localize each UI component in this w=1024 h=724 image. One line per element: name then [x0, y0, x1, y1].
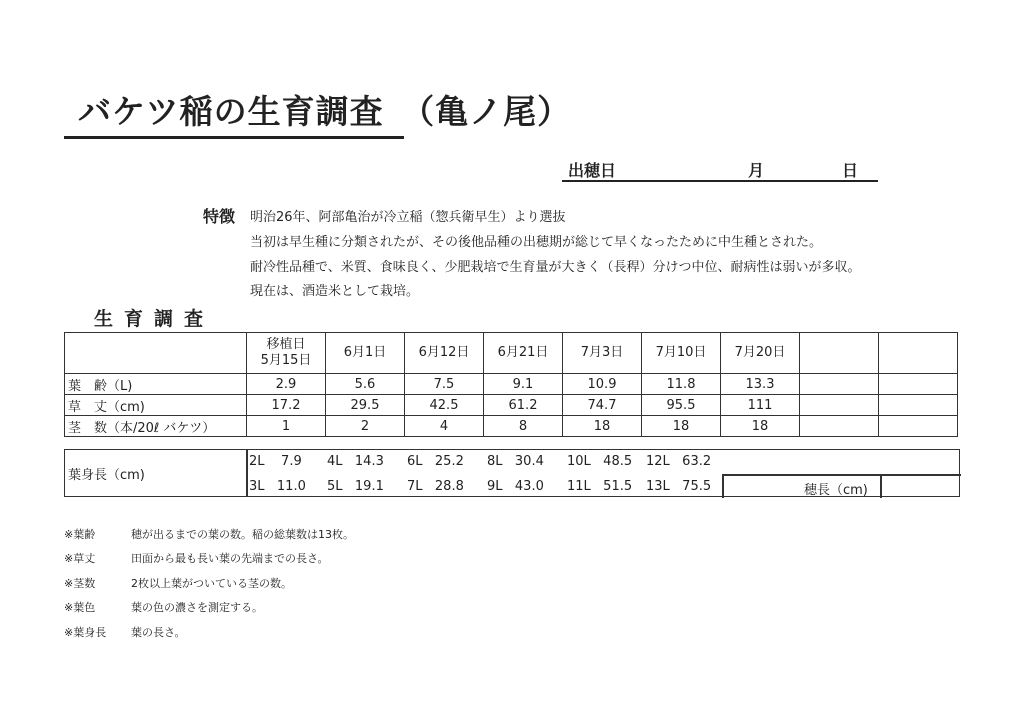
header-cell-transplant: 移植日 5月15日: [247, 333, 326, 374]
table-cell: 61.2: [484, 395, 563, 416]
leaf-value: 2L 7.9: [249, 454, 302, 469]
table-cell: 2.9: [247, 374, 326, 395]
leaf-value: 9L 43.0: [487, 479, 544, 494]
table-cell: 11.8: [642, 374, 721, 395]
table-cell: 7.5: [405, 374, 484, 395]
growth-table: [64, 332, 958, 437]
divider: [722, 474, 724, 498]
leaf-value: 4L 14.3: [327, 454, 384, 469]
table-cell: 18: [642, 416, 721, 437]
feature-line: 耐冷性品種で、米質、食味良く、少肥栽培で生育量が大きく（長稈）分けつ中位、耐病性は弱いが多収。: [250, 260, 861, 275]
note-text: 穂が出るまでの葉の数。稲の総葉数は13枚。: [131, 528, 354, 541]
table-cell: [879, 374, 958, 395]
heading-day-label: 日: [842, 161, 859, 180]
leaf-value: 13L 75.5: [646, 479, 712, 494]
note-text: 田面から最も長い葉の先端までの長さ。: [131, 552, 329, 565]
header-cell: 6月21日: [484, 333, 563, 374]
table-cell: [800, 416, 879, 437]
table-row: [65, 416, 958, 437]
feature-line: 現在は、酒造米として栽培。: [250, 284, 420, 299]
table-cell: 29.5: [326, 395, 405, 416]
table-cell: 10.9: [563, 374, 642, 395]
heading-date-underline: [562, 180, 878, 182]
table-cell: [879, 416, 958, 437]
feature-line: 明治26年、阿部亀治が冷立稲（惣兵衛早生）より選抜: [250, 210, 566, 225]
leaf-value: 11L 51.5: [567, 479, 633, 494]
ear-length-label: 穂長（cm): [804, 483, 868, 498]
row-label: 茎 数（本/20ℓ バケツ）: [65, 416, 247, 437]
leaf-value: 10L 48.5: [567, 454, 633, 469]
table-cell: 9.1: [484, 374, 563, 395]
note-key: ※茎数: [64, 577, 96, 590]
note-key: ※葉身長: [64, 626, 107, 639]
table-cell: [879, 395, 958, 416]
table-cell: 1: [247, 416, 326, 437]
feature-label: 特徴: [203, 207, 236, 226]
header-cell: 6月12日: [405, 333, 484, 374]
table-cell: 42.5: [405, 395, 484, 416]
leaf-length-label: 葉身長（cm): [68, 468, 145, 483]
leaf-value: 8L 30.4: [487, 454, 544, 469]
divider: [880, 474, 882, 498]
table-cell: 5.6: [326, 374, 405, 395]
header-cell: 6月1日: [326, 333, 405, 374]
note-key: ※葉齢: [64, 528, 96, 541]
table-cell: 95.5: [642, 395, 721, 416]
header-cell: 7月3日: [563, 333, 642, 374]
table-cell: 18: [563, 416, 642, 437]
divider: [722, 474, 961, 476]
note-text: 2枚以上葉がついている茎の数。: [131, 577, 292, 590]
leaf-value: 6L 25.2: [407, 454, 464, 469]
table-cell: [800, 374, 879, 395]
table-row: [65, 395, 958, 416]
header-cell: 7月10日: [642, 333, 721, 374]
leaf-value: 12L 63.2: [646, 454, 712, 469]
title-underline: [64, 136, 404, 139]
heading-date-label: 出穂日: [568, 161, 617, 180]
leaf-value: 5L 19.1: [327, 479, 384, 494]
table-cell: 18: [721, 416, 800, 437]
table-cell: 17.2: [247, 395, 326, 416]
header-cell: 7月20日: [721, 333, 800, 374]
table-cell: 74.7: [563, 395, 642, 416]
leaf-length-box: [64, 449, 960, 497]
note-text: 葉の色の濃さを測定する。: [131, 601, 263, 614]
table-cell: 4: [405, 416, 484, 437]
table-header-row: [65, 333, 958, 374]
divider: [246, 450, 248, 496]
table-cell: 2: [326, 416, 405, 437]
row-label: 葉 齢（L): [65, 374, 247, 395]
header-cell: [879, 333, 958, 374]
note-text: 葉の長さ。: [131, 626, 186, 639]
table-cell: [800, 395, 879, 416]
feature-line: 当初は早生種に分類されたが、その後他品種の出穂期が総じて早くなったために中生種とされた。: [250, 235, 823, 250]
note-key: ※草丈: [64, 552, 96, 565]
table-cell: 111: [721, 395, 800, 416]
page-title: バケツ稲の生育調査 （亀ノ尾）: [78, 92, 572, 131]
section-title: 生育調査: [94, 308, 215, 330]
note-key: ※葉色: [64, 601, 96, 614]
heading-month-label: 月: [748, 161, 765, 180]
header-cell: [65, 333, 247, 374]
leaf-value: 7L 28.8: [407, 479, 464, 494]
row-label: 草 丈（cm): [65, 395, 247, 416]
table-cell: 13.3: [721, 374, 800, 395]
header-cell: [800, 333, 879, 374]
leaf-value: 3L 11.0: [249, 479, 306, 494]
table-row: [65, 374, 958, 395]
table-cell: 8: [484, 416, 563, 437]
